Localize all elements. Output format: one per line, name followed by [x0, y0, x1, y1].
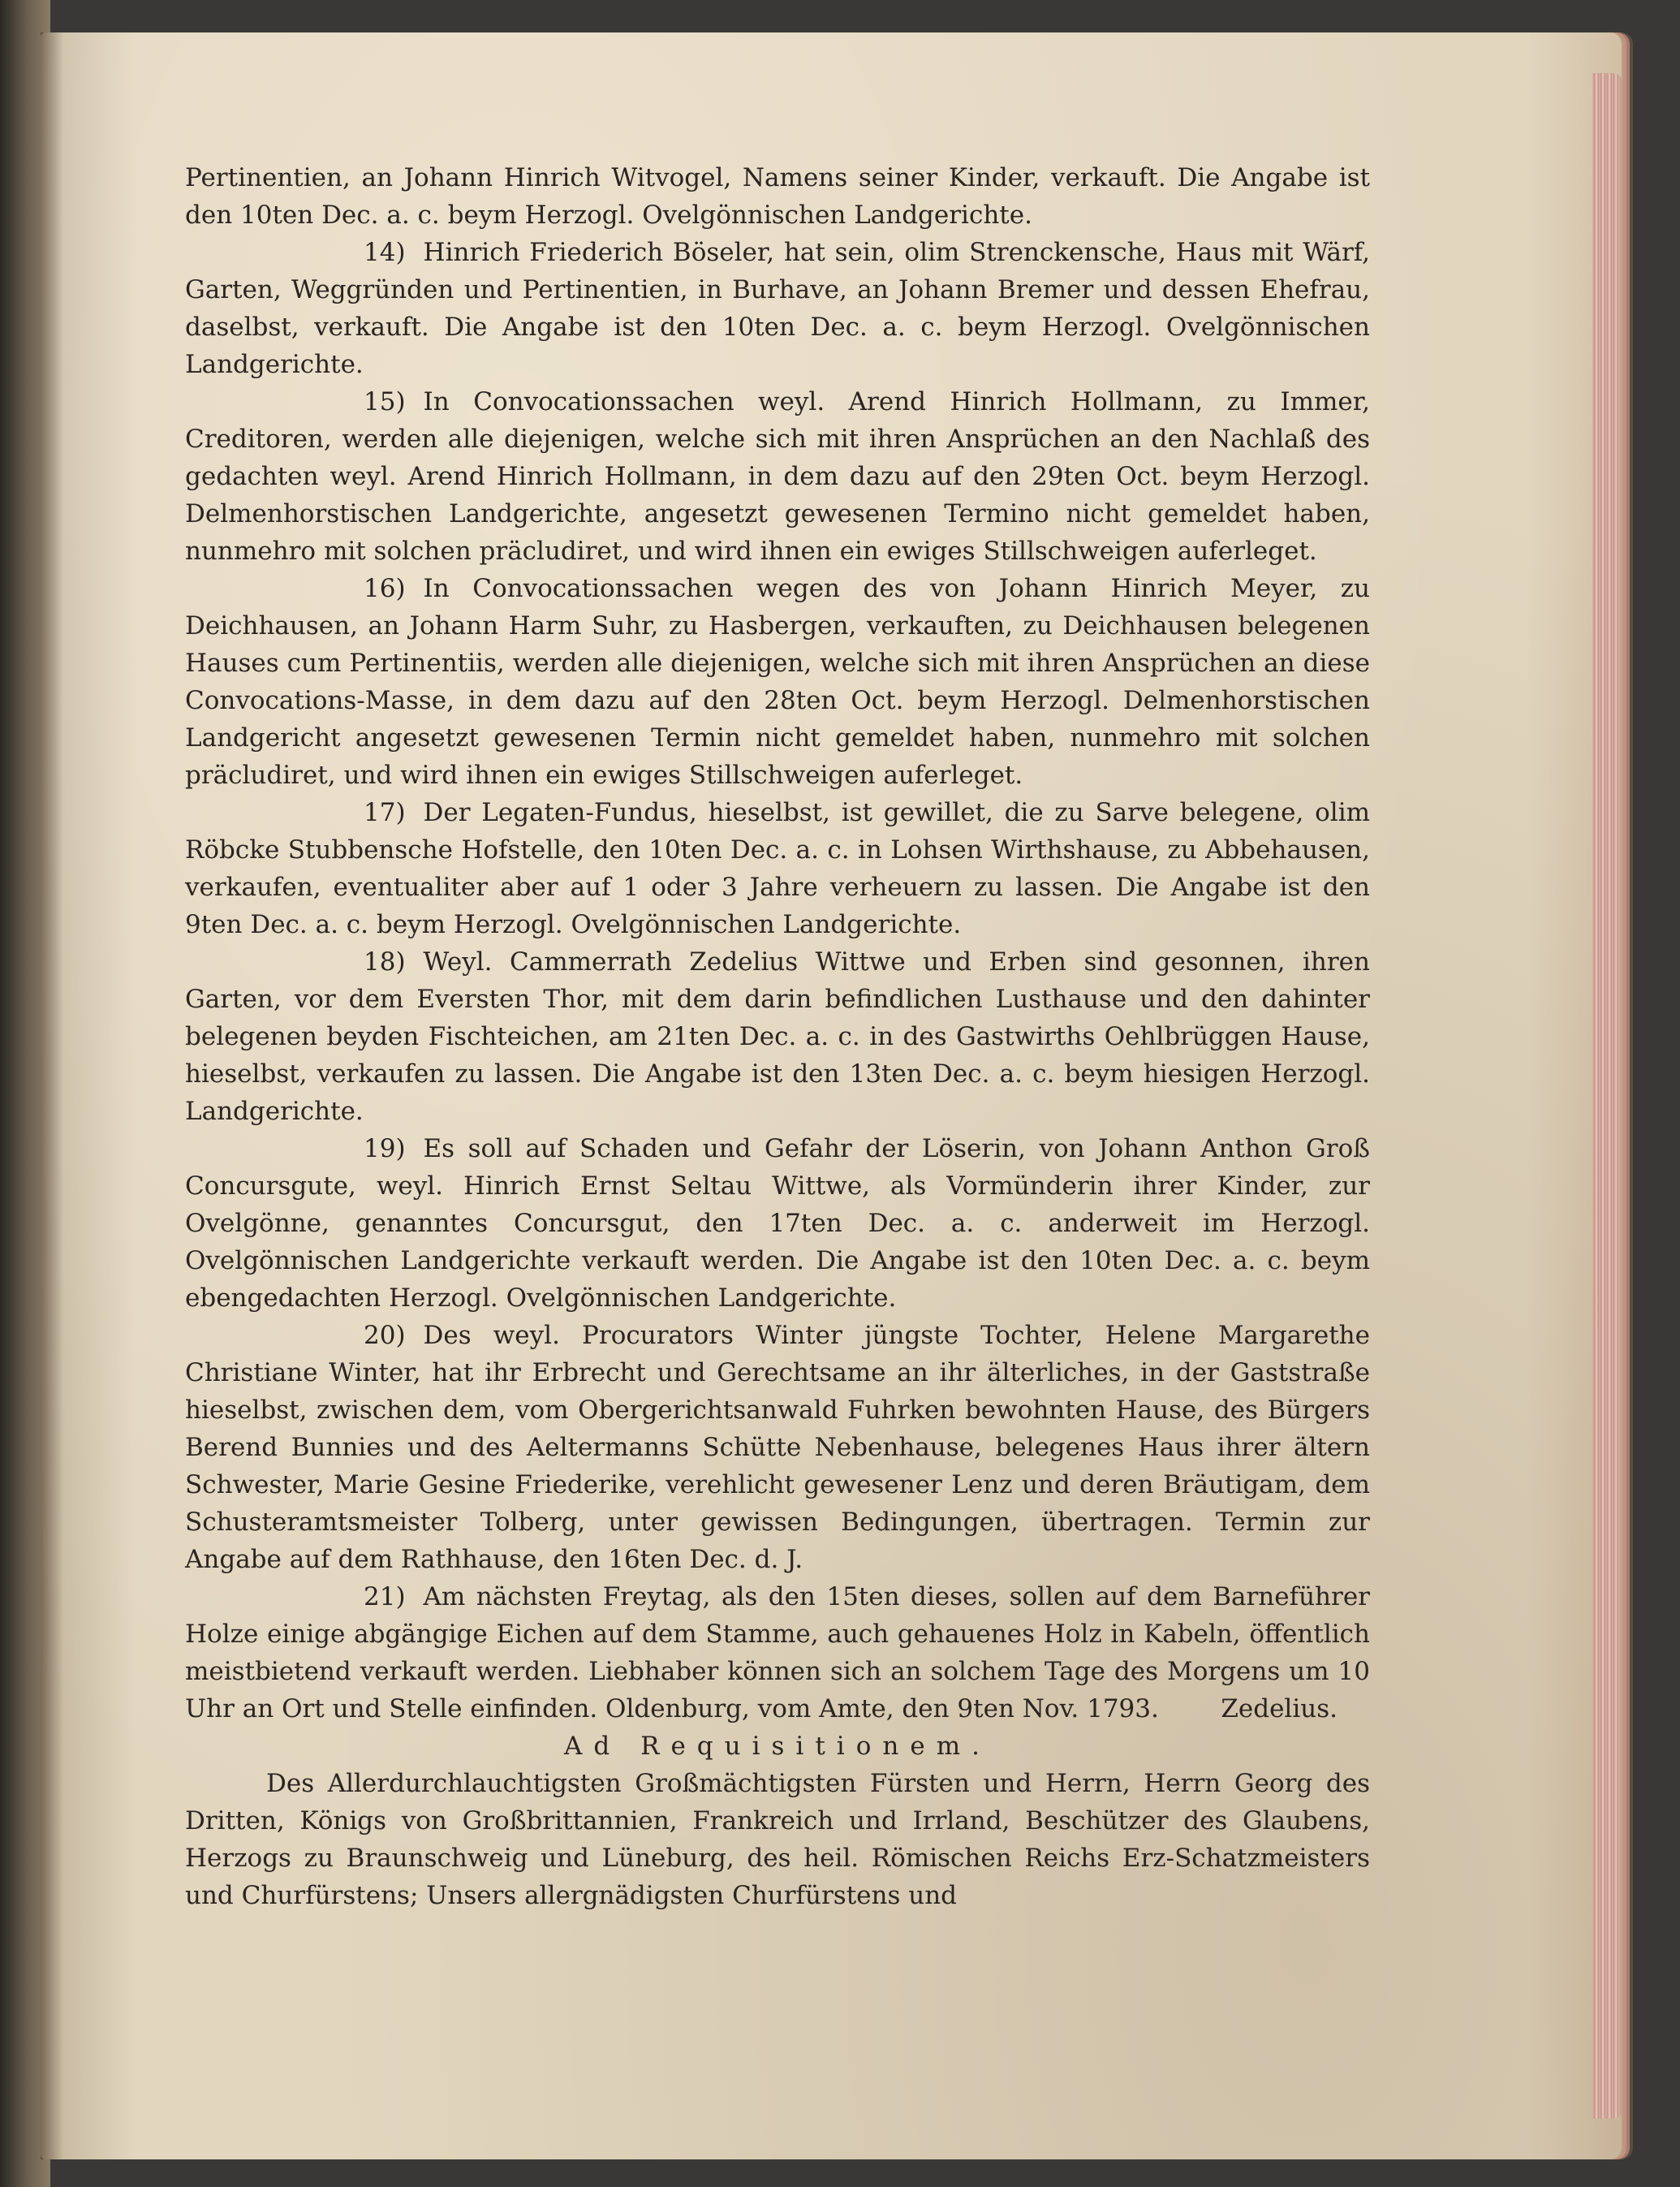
entry-text: Hinrich Friederich Böseler, hat sein, olim Strenckensche, Haus mit Wärf, Garten, Weggründen und Pertinentien, in Burhave, an Johann Bremer und dessen Ehefrau, daselbst, verkauft. Die Angabe ist den 10ten Dec. a. c. beym Herzogl. Ovelgönnischen Landgerichte.: [185, 238, 1370, 379]
entry-text: Es soll auf Schaden und Gefahr der Löserin, von Johann Anthon Groß Concursgute, weyl. Hinrich Ernst Seltau Wittwe, als Vormünderin ihrer Kinder, zur Ovelgönne, genanntes Concursgut, den 17ten Dec. a. c. anderweit im Herzogl. Ovelgönnischen Landgerichte verkauft werden. Die Angabe ist den 10ten Dec. a. c. beym ebengedachten Herzogl. Ovelgönnischen Landgerichte.: [185, 1134, 1370, 1313]
entry-text: Des weyl. Procurators Winter jüngste Tochter, Helene Margarethe Christiane Winter, hat ihr Erbrecht und Gerechtsame an ihr älterliches, in der Gaststraße hieselbst, zwischen dem, vom Obergerichtsanwald Fuhrken bewohnten Hause, des Bürgers Berend Bunnies und des Aeltermanns Schütte Nebenhause, belegenes Haus ihrer ältern Schwester, Marie Gesine Friederike, verehlicht gewesener Lenz und deren Bräutigam, dem Schusteramtsmeister Tolberg, unter gewissen Bedingungen, übertragen. Termin zur Angabe auf dem Rathhause, den 16ten Dec. d. J.: [185, 1321, 1370, 1574]
entry-21: [185, 1578, 1370, 1728]
entry-19: [185, 1130, 1370, 1317]
entry-number: 14): [364, 238, 406, 267]
page-text: [185, 159, 1370, 1914]
page-fore-edge: [1592, 73, 1622, 2119]
entry-17: [185, 794, 1370, 943]
entry-text: Am nächsten Freytag, als den 15ten dieses, sollen auf dem Barneführer Holze einige abgängige Eichen auf dem Stamme, auch gehauenes Holz in Kabeln, öffentlich meistbietend verkauft werden. Liebhaber können sich an solchem Tage des Morgens um 10 Uhr an Ort und Stelle einfinden. Oldenburg, vom Amte, den 9ten Nov. 1793.: [185, 1582, 1370, 1723]
closing-paragraph: Des Allerdurchlauchtigsten Großmächtigsten Fürsten und Herrn, Herrn Georg des Dritten, Königs von Großbrittannien, Frankreich und Irrland, Beschützer des Glaubens, Herzogs zu Braunschweig und Lüneburg, des heil. Römischen Reichs Erz-Schatzmeisters und Churfürstens; Unsers allergnädigsten Churfürstens und: [185, 1769, 1370, 1910]
entry-16: [185, 570, 1370, 794]
entry-20: [185, 1317, 1370, 1578]
entry-number: 19): [364, 1134, 406, 1163]
entry-text: Weyl. Cammerrath Zedelius Wittwe und Erben sind gesonnen, ihren Garten, vor dem Eversten Thor, mit dem darin befindlichen Lusthause und den dahinter belegenen beyden Fischteichen, am 21ten Dec. a. c. in des Gastwirths Oehlbrüggen Hause, hieselbst, verkaufen zu lassen. Die Angabe ist den 13ten Dec. a. c. beym hiesigen Herzogl. Landgerichte.: [185, 947, 1370, 1126]
entry-text: In Convocationssachen weyl. Arend Hinrich Hollmann, zu Immer, Creditoren, werden alle diejenigen, welche sich mit ihren Ansprüchen an den Nachlaß des gedachten weyl. Arend Hinrich Hollmann, in dem dazu auf den 29ten Oct. beym Herzogl. Delmenhorstischen Landgerichte, angesetzt gewesenen Termino nicht gemeldet haben, nunmehro mit solchen präcludiret, und wird ihnen ein ewiges Stillschweigen auferleget.: [185, 387, 1370, 566]
entry-number: 17): [364, 798, 406, 827]
entry-number: 15): [364, 387, 406, 416]
entry-18: [185, 943, 1370, 1130]
page-gutter-shadow: [41, 32, 63, 2159]
entry-number: 16): [364, 574, 406, 603]
entry-text: Der Legaten-Fundus, hieselbst, ist gewillet, die zu Sarve belegene, olim Röbcke Stubbensche Hofstelle, den 10ten Dec. a. c. in Lohsen Wirthshause, zu Abbehausen, verkaufen, eventualiter aber auf 1 oder 3 Jahre verheuern zu lassen. Die Angabe ist den 9ten Dec. a. c. beym Herzogl. Ovelgönnischen Landgerichte.: [185, 798, 1370, 939]
entry-14: [185, 234, 1370, 383]
entry-number: 21): [364, 1582, 406, 1611]
entry-number: 20): [364, 1321, 406, 1350]
entry-number: 18): [364, 947, 406, 977]
intro-paragraph: Pertinentien, an Johann Hinrich Witvogel, Namens seiner Kinder, verkauft. Die Angabe ist den 10ten Dec. a. c. beym Herzogl. Ovelgönnischen Landgerichte.: [185, 163, 1370, 230]
section-heading: Ad Requisitionem.: [564, 1732, 991, 1761]
entry-15: [185, 383, 1370, 570]
entry-text: In Convocationssachen wegen des von Johann Hinrich Meyer, zu Deichhausen, an Johann Harm Suhr, zu Hasbergen, verkauften, zu Deichhausen belegenen Hauses cum Pertinentiis, werden alle diejenigen, welche sich mit ihren Ansprüchen an diese Convocations-Masse, in dem dazu auf den 28ten Oct. beym Herzogl. Delmenhorstischen Landgericht angesetzt gewesenen Termin nicht gemeldet haben, nunmehro mit solchen präcludiret, und wird ihnen ein ewiges Stillschweigen auferleget.: [185, 574, 1370, 790]
signature: Zedelius.: [1221, 1694, 1338, 1723]
